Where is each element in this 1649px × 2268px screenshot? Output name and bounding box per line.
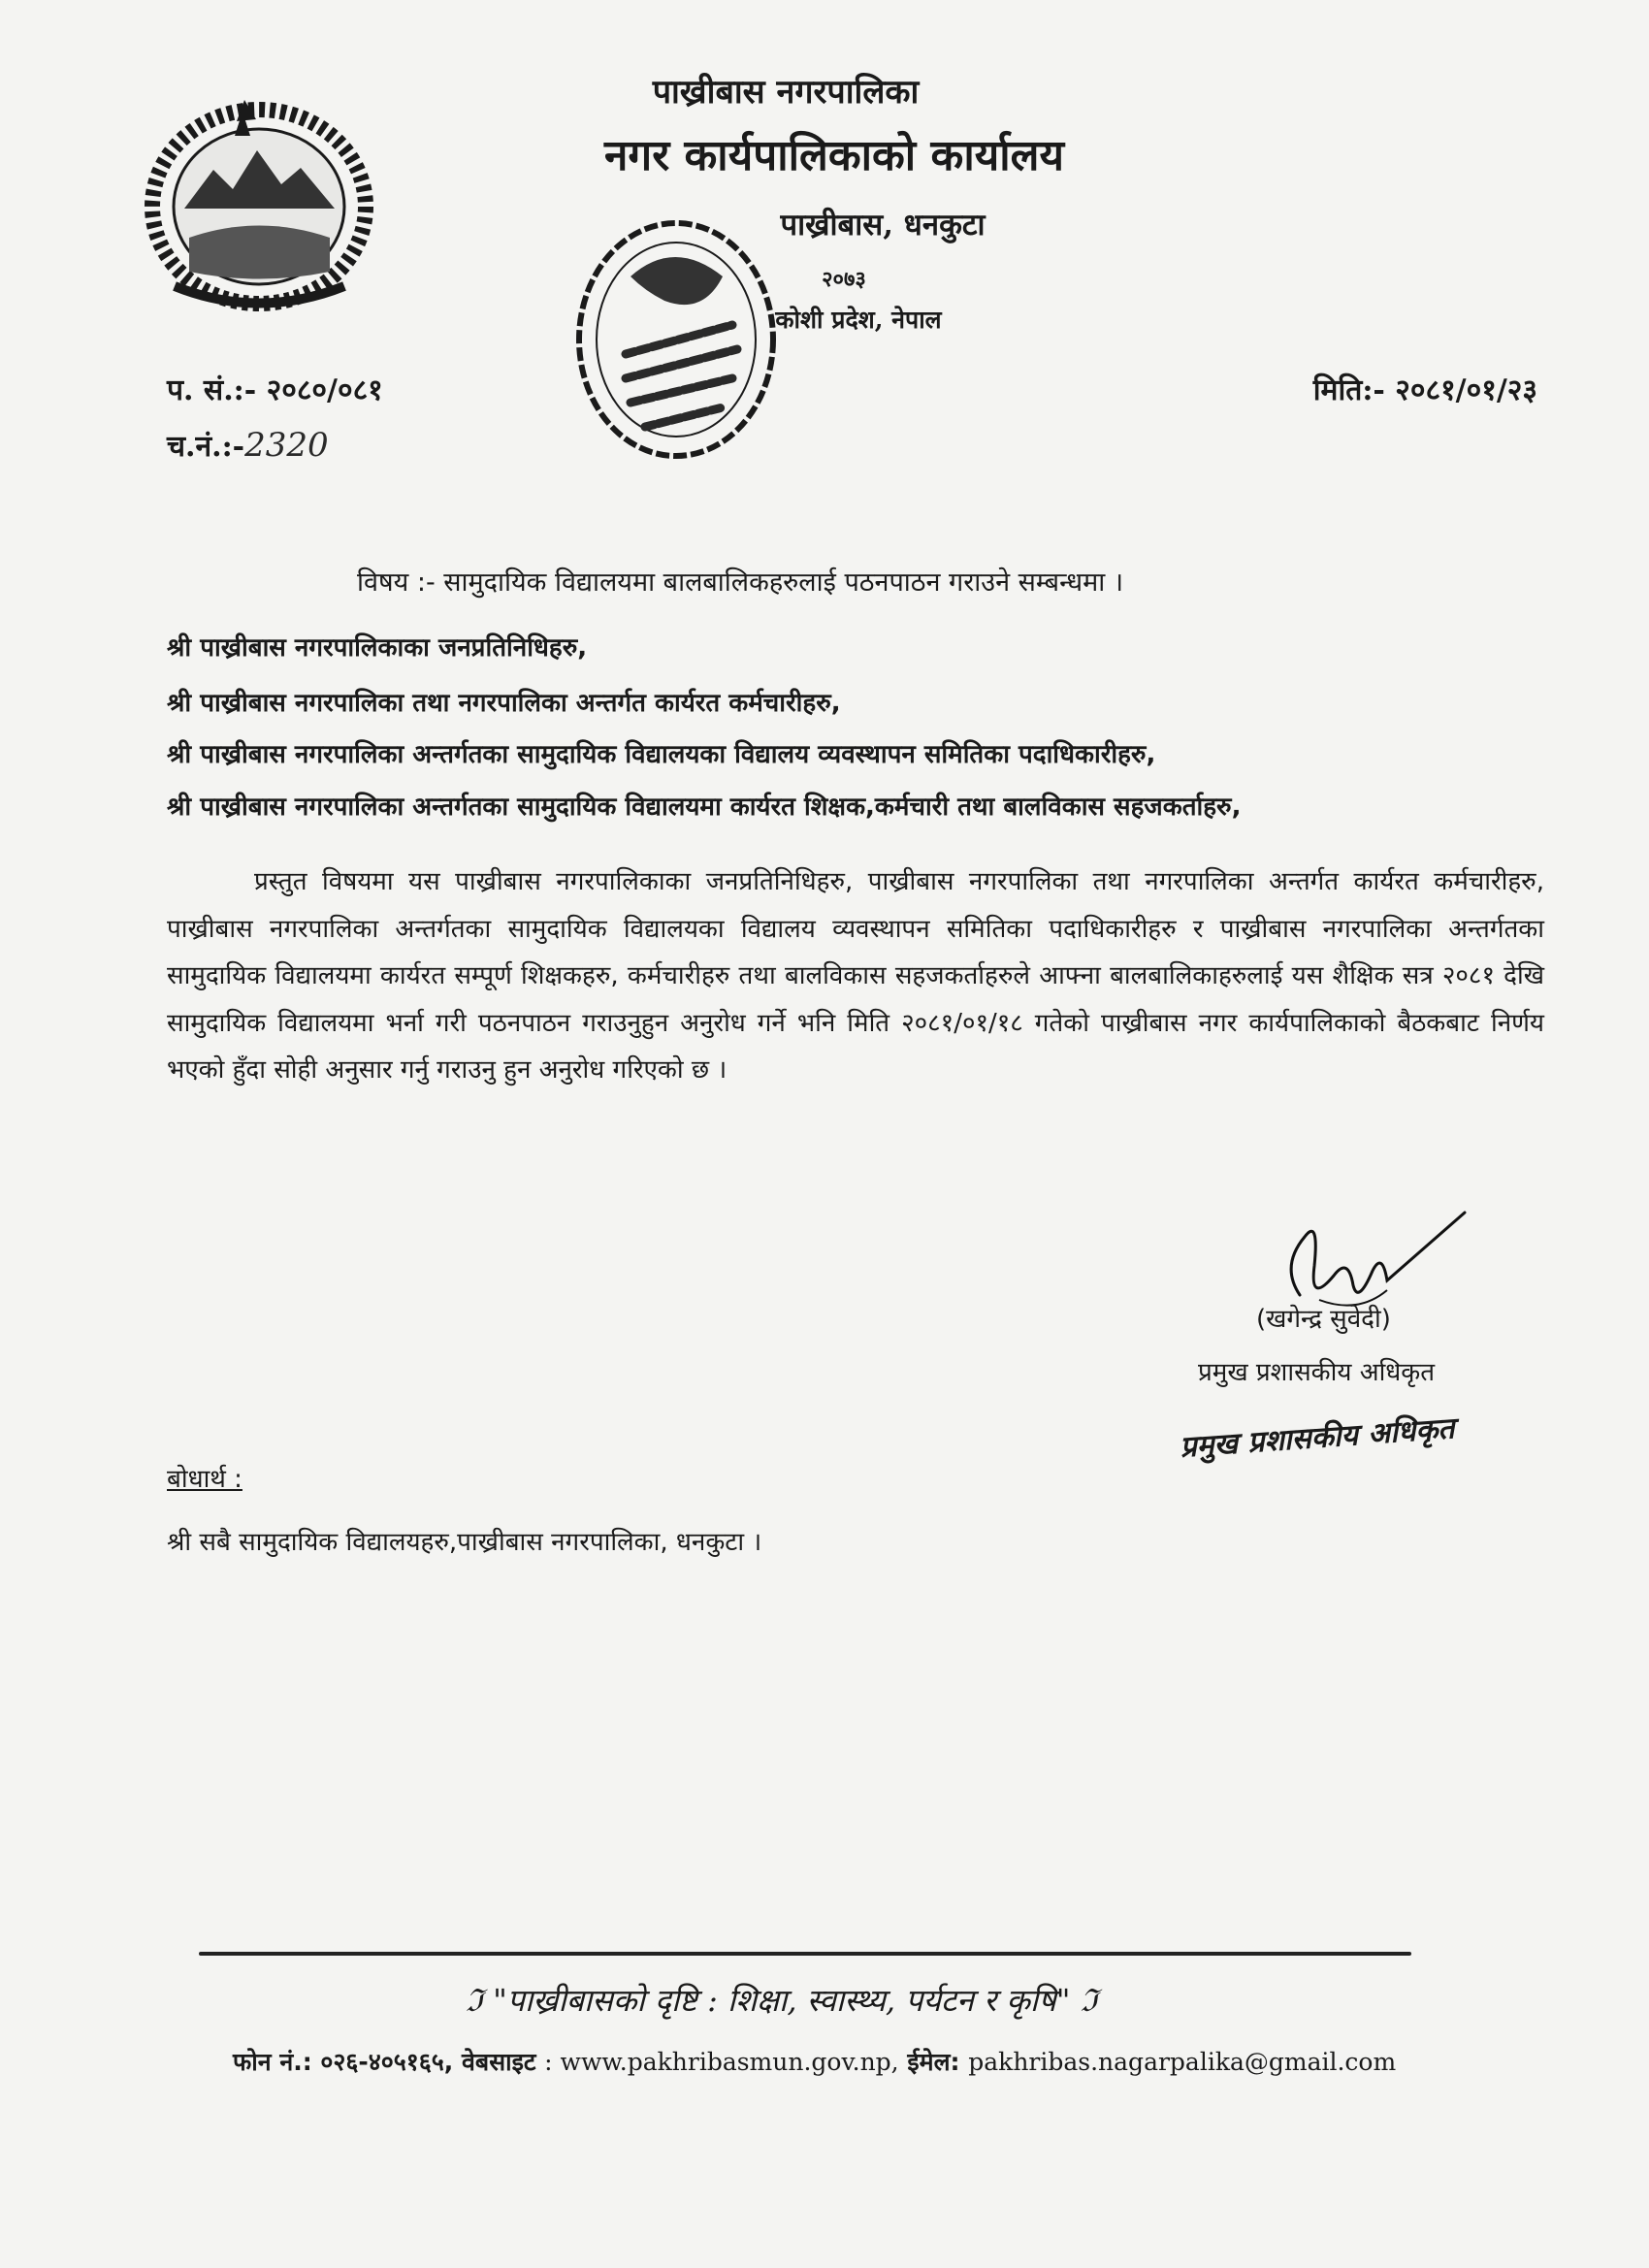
website-url[interactable]: : www.pakhribasmun.gov.np, xyxy=(544,2048,899,2076)
addressee-line: श्री पाख्रीबास नगरपालिकाका जनप्रतिनिधिहरु, xyxy=(167,633,588,663)
motto-ornament-icon: ℑ xyxy=(466,1982,483,2019)
footer-motto xyxy=(466,1979,1097,2021)
nepal-emblem-icon xyxy=(136,92,383,315)
reference-number: प. सं.:- २०८०/०८१ xyxy=(167,373,383,407)
letter-body: प्रस्तुत विषयमा यस पाख्रीबास नगरपालिकाका जनप्रतिनिधिहरु, पाख्रीबास नगरपालिका तथा नगरपालिका अन्तर्गत कार्यरत कर्मचारीहरु, पाख्रीबास नगरपालिका अन्तर्गतका सामुदायिक विद्यालयका विद्यालय व्यवस्थापन समितिका पदाधिकारीहरु र पाख्रीबास नगरपालिका अन्तर्गतका सामुदायिक विद्यालयमा कार्यरत सम्पूर्ण शिक्षकहरु, कर्मचारीहरु तथा बालविकास सहजकर्ताहरुले आफ्ना बालबालिकाहरुलाई यस शैक्षिक सत्र २०८१ देखि सामुदायिक विद्यालयमा भर्ना गरी पठनपाठन गराउनुहुन अनुरोध गर्ने भनि मिति २०८१/०१/१८ गतेको पाख्रीबास नगर कार्यपालिकाको बैठकबाट निर्णय भएको हुँदा सोही अनुसार गर्नु गराउनु हुन अनुरोध गरिएको छ । xyxy=(167,867,1544,1085)
office-title: नगर कार्यपालिकाको कार्यालय xyxy=(604,131,1064,180)
phone-label: फोन नं.: xyxy=(233,2048,312,2076)
motto-text: "पाख्रीबासको दृष्टि : शिक्षा, स्वास्थ्य, पर्यटन र कृषि" xyxy=(493,1982,1071,2019)
signatory-title: प्रमुख प्रशासकीय अधिकृत xyxy=(1198,1358,1436,1387)
established-year: २०७३ xyxy=(822,267,866,292)
dispatch-label: च.नं.:- xyxy=(167,430,245,464)
dispatch-value: 2320 xyxy=(244,426,329,465)
phone-number: ०२६-४०५१६५, xyxy=(320,2048,454,2076)
footer-contact xyxy=(233,2045,1396,2078)
cc-label: बोधार्थ : xyxy=(167,1465,242,1494)
website-label: वेबसाइट xyxy=(462,2048,536,2076)
motto-ornament-icon: ℑ xyxy=(1080,1982,1098,2019)
addressee-line: श्री पाख्रीबास नगरपालिका अन्तर्गतका सामुदायिक विद्यालयका विद्यालय व्यवस्थापन समितिका पदाधिकारीहरु, xyxy=(167,740,1156,769)
dispatch-number xyxy=(167,425,329,465)
province-line: कोशी प्रदेश, नेपाल xyxy=(775,306,942,334)
email-address[interactable]: pakhribas.nagarpalika@gmail.com xyxy=(968,2048,1397,2076)
cc-recipient: श्री सबै सामुदायिक विद्यालयहरु,पाख्रीबास नगरपालिका, धनकुटा । xyxy=(167,1528,762,1557)
footer-divider xyxy=(199,1952,1411,1956)
addressee-line: श्री पाख्रीबास नगरपालिका अन्तर्गतका सामुदायिक विद्यालयमा कार्यरत शिक्षक,कर्मचारी तथा बालविकास सहजकर्ताहरु, xyxy=(167,793,1242,822)
title-stamp: प्रमुख प्रशासकीय अधिकृत xyxy=(1179,1411,1456,1465)
email-label: ईमेल: xyxy=(907,2048,960,2076)
subject-line: विषय :- सामुदायिक विद्यालयमा बालबालिकहरुलाई पठनपाठन गराउने सम्बन्धमा । xyxy=(357,567,1124,598)
addressee-line: श्री पाख्रीबास नगरपालिका तथा नगरपालिका अन्तर्गत कार्यरत कर्मचारीहरु, xyxy=(167,689,841,718)
municipality-name: पाख्रीबास नगरपालिका xyxy=(652,73,920,112)
letter-date: मिति:- २०८१/०१/२३ xyxy=(1312,373,1537,407)
office-location: पाख्रीबास, धनकुटा xyxy=(780,208,986,243)
signatory-name: (खगेन्द्र सुवेदी) xyxy=(1256,1305,1391,1334)
municipality-seal-icon xyxy=(567,209,791,470)
